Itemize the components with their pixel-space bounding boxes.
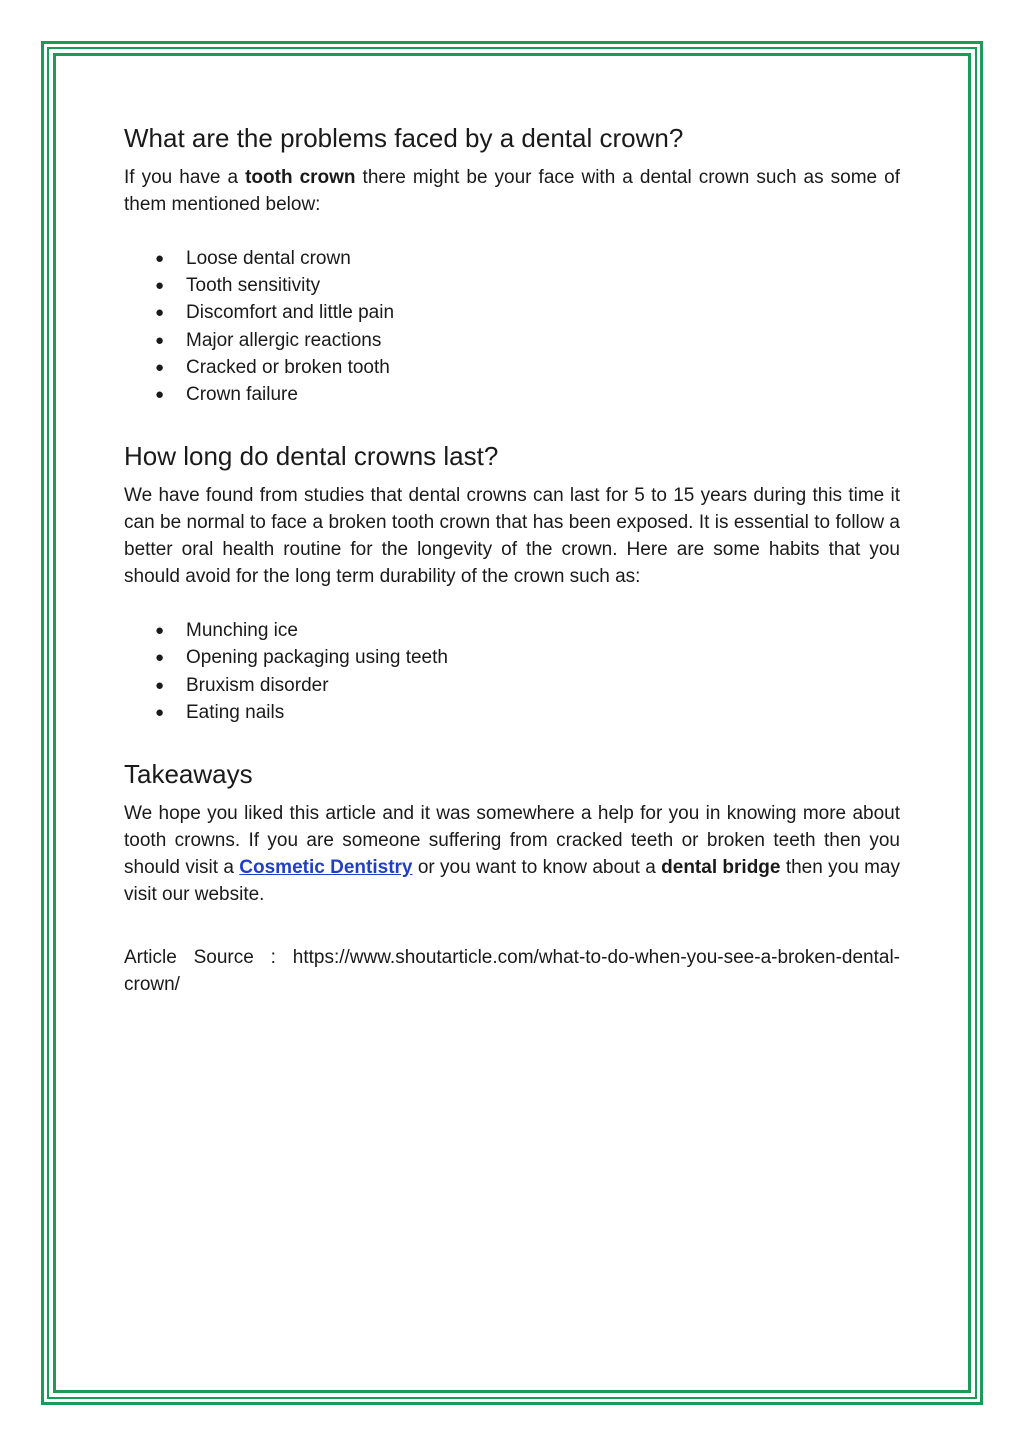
section-heading-longevity: How long do dental crowns last?	[124, 441, 499, 472]
bullet-icon: ●	[155, 649, 165, 667]
section-heading-problems: What are the problems faced by a dental crown?	[124, 123, 684, 153]
bullet-icon: ●	[155, 250, 165, 267]
takeaways-text-middle: or you want to know about a	[412, 857, 662, 879]
list-item-label: Loose dental crown	[186, 248, 351, 269]
takeaways-text-start: We hope you liked this article and it was somewhere a help for you in knowing more about tooth crowns. If you are someone suffering from cracked teeth or broken teeth then you should visit a	[124, 803, 900, 879]
list-item-label: Munching ice	[186, 620, 298, 642]
list-item	[124, 299, 900, 326]
section-body-longevity: We have found from studies that dental crowns can last for 5 to 15 years during this time it can be normal to face a broken tooth crown that has been exposed. It is essential to follow a better oral health routine for the longevity of the crown. Here are some habits that you should avoid for the long term durability of the crown such as:	[124, 485, 900, 588]
list-item	[124, 617, 900, 644]
intro-text-start: If you have a	[124, 167, 246, 188]
list-item-label: Opening packaging using teeth	[186, 647, 448, 669]
habits-list	[124, 617, 900, 726]
section-body-takeaways	[124, 800, 900, 908]
bullet-icon: ●	[155, 358, 165, 376]
list-item-label: Bruxism disorder	[186, 674, 329, 696]
takeaways-bold-term: dental bridge	[661, 857, 781, 879]
bullet-icon: ●	[155, 703, 165, 721]
list-item	[124, 699, 900, 726]
list-item	[124, 354, 900, 381]
list-item-label: Cracked or broken tooth	[186, 356, 390, 378]
intro-bold-term: tooth crown	[245, 167, 356, 188]
bullet-icon: ●	[155, 304, 165, 322]
list-item	[124, 381, 900, 408]
list-item	[124, 327, 900, 354]
section-intro-problems	[124, 164, 900, 218]
section-heading-takeaways: Takeaways	[124, 759, 253, 790]
intro-text-end: there might be your face with a dental crown such as some of them mentioned below:	[124, 167, 900, 215]
bullet-icon: ●	[155, 622, 165, 640]
list-item-label: Crown failure	[186, 384, 298, 406]
list-item-label: Eating nails	[186, 701, 285, 723]
list-item-label: Discomfort and little pain	[186, 302, 395, 324]
list-item-label: Major allergic reactions	[186, 329, 382, 351]
list-item	[124, 272, 900, 299]
list-item	[124, 245, 900, 272]
list-item	[124, 644, 900, 671]
bullet-icon: ●	[155, 331, 165, 349]
cosmetic-dentistry-link[interactable]: Cosmetic Dentistry	[239, 857, 413, 879]
bullet-icon: ●	[155, 676, 165, 694]
list-item	[124, 672, 900, 699]
bullet-icon: ●	[155, 277, 165, 295]
article-source: Article Source : https://www.shoutarticle.com/what-to-do-when-you-see-a-broken-dental-crown/	[124, 947, 900, 996]
bullet-icon: ●	[155, 386, 165, 404]
problems-list	[124, 245, 900, 408]
list-item-label: Tooth sensitivity	[186, 275, 321, 297]
article-content	[124, 118, 900, 998]
takeaways-text-end: then you may visit our website.	[124, 857, 900, 906]
